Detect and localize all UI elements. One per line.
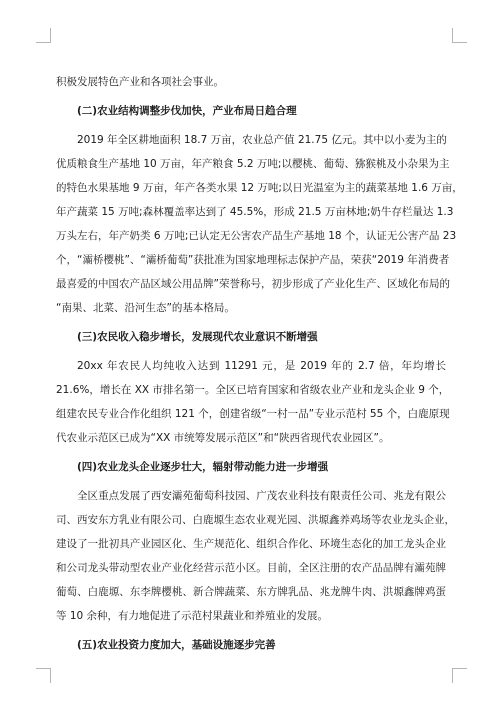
paragraph-line: 21.6%，增长在 XX 市排名第一。全区已培育国家和省级农业产业和龙头企业 9 个， — [56, 384, 450, 396]
section-heading-2: (二)农业结构调整步伐加快，产业布局日趋合理 — [77, 105, 297, 117]
paragraph-line: 代农业示范区已成为“XX 市统筹发展示范区”和“陕西省现代农业园区”。 — [56, 432, 390, 444]
paragraph-line: 的特色水果基地 9 万亩，年产各类水果 12 万吨;以日光温室为主的蔬菜基地 1.6 万亩， — [56, 182, 463, 194]
paragraph-line: 最喜爱的中国农产品区域公用品牌”荣誉称号，初步形成了产业化生产、区域化布局的 — [56, 278, 450, 290]
paragraph-line: “南果、北菜、沿河生态”的基本格局。 — [56, 302, 235, 314]
paragraph-line: 个，“灞桥樱桃”、“灞桥葡萄”获批准为国家地理标志保护产品，荣获“2019 年消费者 — [56, 254, 450, 266]
paragraph-line: 建设了一批初具产业园区化、生产规范化、组织合作化、环境生态化的加工龙头企业 — [56, 538, 446, 550]
section-heading-4: (四)农业龙头企业逐步壮大，辐射带动能力进一步增强 — [77, 461, 329, 473]
paragraph-line: 等 10 余种，有力地促进了示范村果蔬业和养殖业的发展。 — [56, 610, 329, 622]
continuation-line: 积极发展特色产业和各项社会事业。 — [56, 76, 224, 88]
crop-mark-bottom-left — [36, 668, 51, 683]
paragraph-line: 20xx 年农民人均纯收入达到 11291 元，是 2019 年的 2.7 倍，年均增长 — [77, 360, 446, 372]
paragraph-line: 2019 年全区耕地面积 18.7 万亩，农业总产值 21.75 亿元。其中以小麦为主的 — [77, 134, 447, 146]
crop-mark-bottom-right — [452, 668, 467, 683]
document-body — [56, 70, 463, 662]
section-heading-3: (三)农民收入稳步增长，发展现代农业意识不断增强 — [77, 331, 318, 343]
crop-mark-top-right — [452, 28, 467, 43]
crop-mark-top-left — [36, 28, 51, 43]
paragraph-line: 优质粮食生产基地 10 万亩，年产粮食 5.2 万吨;以樱桃、葡萄、猕猴桃及小杂果为主 — [56, 158, 450, 170]
paragraph-line: 和公司龙头带动型农业产业化经营示范小区。目前，全区注册的农产品品牌有灞苑牌 — [56, 562, 446, 574]
section-heading-5: (五)农业投资力度加大，基础设施逐步完善 — [77, 639, 276, 651]
paragraph-line: 司、西安东方乳业有限公司、白鹿塬生态农业观光园、洪塬鑫养鸡场等农业龙头企业， — [56, 514, 455, 526]
paragraph-line: 年产蔬菜 15 万吨;森林覆盖率达到了 45.5%，形成 21.5 万亩林地;奶牛存栏量达 1.3 — [56, 206, 454, 218]
paragraph-line: 万头左右，年产奶类 6 万吨;已认定无公害农产品生产基地 18 个，认证无公害产品 23 — [56, 230, 457, 242]
paragraph-line: 组建农民专业合作化组织 121 个，创建省级“一村一品”专业示范村 55 个，白鹿原现 — [56, 408, 450, 420]
paragraph-line: 全区重点发展了西安灞苑葡萄科技园、广茂农业科技有限责任公司、兆龙有限公 — [77, 490, 446, 502]
paragraph-line: 葡萄、白鹿塬、东李牌樱桃、新合牌蔬菜、东方牌乳品、兆龙牌牛肉、洪塬鑫牌鸡蛋 — [56, 586, 446, 598]
